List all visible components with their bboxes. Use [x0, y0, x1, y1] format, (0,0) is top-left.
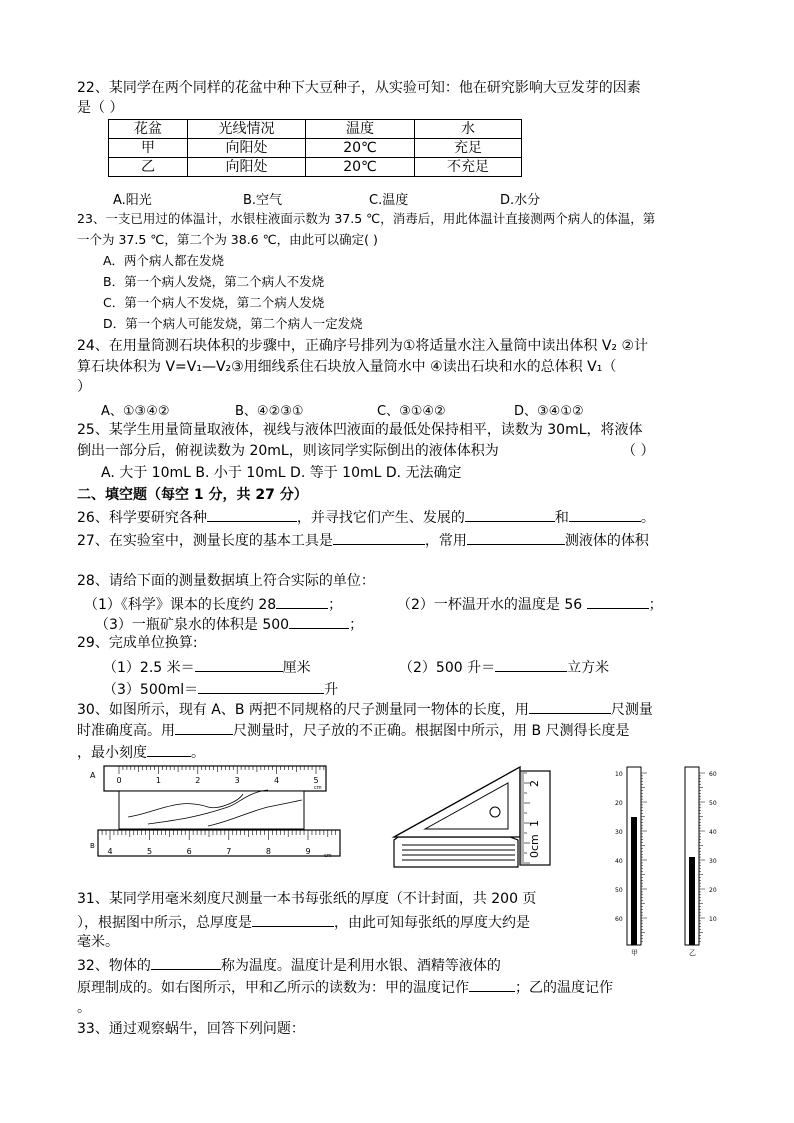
q28-semi: ；: [349, 617, 364, 633]
ruler-b-tick-label: 5: [147, 847, 153, 856]
q30-text: ，最小刻度: [77, 745, 147, 761]
answer-blank[interactable]: [207, 507, 297, 522]
answer-blank[interactable]: [569, 507, 641, 522]
ruler-b-unit: cm: [324, 853, 332, 859]
q23-option-b: B．第一个病人发烧，第二个病人不发烧: [103, 274, 325, 289]
yi-tick: 30: [709, 858, 717, 865]
q32-text: ；乙的温度记作: [515, 980, 613, 996]
q25-paren: （ ）: [622, 443, 655, 459]
q29-item2a: （2）500 升＝: [399, 660, 496, 676]
table-header: 温度: [306, 120, 415, 139]
answer-blank[interactable]: [465, 507, 555, 522]
q29-item1a: （1）2.5 米＝: [103, 660, 195, 676]
q28-row2: [95, 614, 363, 634]
q31-text: ），根据图中所示，总厚度是: [77, 915, 252, 931]
q22-line2: 是（ ）: [77, 100, 124, 116]
q28-item3: （3）一瓶矿泉水的体积是 500: [95, 617, 290, 633]
vertical-ruler-tick: 1: [528, 820, 541, 827]
jia-tick: 20: [615, 800, 623, 807]
q26-text-c: 和: [554, 510, 569, 526]
jia-tick: 40: [615, 858, 623, 865]
q28-row1-right: [397, 594, 663, 614]
q32-text: 原理制成的。如右图所示，甲和乙所示的读数为：甲的温度记作: [77, 980, 469, 996]
ruler-b-tick-label: 6: [186, 847, 192, 856]
ruler-a-ticks: [119, 766, 324, 774]
answer-blank[interactable]: [147, 742, 191, 757]
ruler-b-tick-label: 4: [107, 847, 113, 856]
ruler-b: [98, 830, 340, 856]
table-cell: 20℃: [306, 139, 415, 158]
q32-line3: 。: [77, 1000, 91, 1016]
q24-option-d: D、③④①②: [514, 404, 584, 419]
q22-option-d: D.水分: [500, 193, 541, 208]
answer-blank[interactable]: [252, 912, 334, 927]
q30-text: 尺测量: [610, 702, 653, 718]
yi-tick: 50: [709, 800, 717, 807]
q24-option-a: A、①③④②: [101, 404, 170, 419]
ruler-a-unit: cm: [314, 785, 322, 791]
ruler-a-tick-label: 0: [116, 776, 122, 785]
yi-tick: 60: [709, 771, 717, 778]
ruler-b-tick-label: 8: [265, 847, 271, 856]
table-header: 水: [415, 120, 522, 139]
jia-tick: 10: [615, 771, 623, 778]
answer-blank[interactable]: [289, 614, 349, 629]
q29-item2b: 立方米: [567, 660, 610, 676]
vertical-ruler-tick: 0cm: [528, 834, 541, 858]
table-cell: 甲: [109, 139, 188, 158]
table-cell: 20℃: [306, 158, 415, 177]
q23-option-d: D．第一个病人可能发烧，第二个病人一定发烧: [103, 316, 363, 331]
q29-item3b: 升: [324, 682, 339, 698]
q31-line3: 毫米。: [77, 934, 119, 950]
thermometer-jia-label: 甲: [631, 949, 638, 957]
q26-line: [77, 507, 655, 527]
thermometer-yi-label: 乙: [689, 949, 696, 957]
q32-text: 称为温度。温度计是利用水银、酒精等液体的: [220, 958, 501, 974]
yi-tick: 20: [709, 887, 717, 894]
q30-line1: [77, 699, 653, 719]
q26-text-a: 26、科学要研究各种: [77, 510, 207, 526]
q28-semi: ；: [648, 597, 663, 613]
q23-option-a: A．两个病人都在发烧: [103, 253, 225, 268]
yi-tick: 10: [709, 916, 717, 923]
ruler-a-tick-label: 3: [234, 776, 240, 785]
table-cell: 向阳处: [188, 158, 306, 177]
thermometer-jia-column: [631, 817, 637, 945]
q27-line: [77, 530, 649, 550]
q31-line2: [77, 912, 530, 932]
ruler-a-tick-label: 2: [195, 776, 201, 785]
answer-blank[interactable]: [276, 594, 328, 609]
q29-item3a: （3）500ml＝: [103, 682, 199, 698]
q30-text: 。: [191, 745, 205, 761]
thermometer-diagram: [605, 765, 725, 960]
ruler-a-label: A: [90, 771, 96, 780]
q25-options: A. 大于 10mL B. 小于 10mL D. 等于 10mL D. 无法确定: [101, 465, 462, 481]
q28-title: 28、请给下面的测量数据填上符合实际的单位：: [77, 573, 375, 589]
q27-text-b: ，常用: [424, 533, 467, 549]
q22-option-b: B.空气: [243, 193, 283, 208]
table-cell: 充足: [415, 139, 522, 158]
q24-line1: 24、在用量筒测石块体积的步骤中，正确序号排列为①将适量水注入量筒中读出体积 V₂ ②计: [77, 338, 649, 354]
q25-line1: 25、某学生用量筒量取液体，视线与液体凹液面的最低处保持相平，读数为 30mL，将液体: [77, 422, 643, 438]
q28-item2: （2）一杯温开水的温度是 56: [397, 597, 583, 613]
q32-line2: [77, 977, 613, 997]
q30-text: 30、如图所示，现有 A、B 两把不同规格的尺子测量同一物体的长度，用: [77, 702, 529, 718]
ruler-b-ticks: [102, 830, 336, 840]
q30-line3: [77, 742, 205, 762]
q28-row1: [84, 594, 342, 614]
q22-option-a: A.阳光: [113, 193, 152, 208]
table-cell: 向阳处: [188, 139, 306, 158]
answer-blank[interactable]: [529, 699, 611, 714]
q22-table: [108, 119, 522, 177]
q32-line1: [77, 955, 501, 975]
q33-line: 33、通过观察蜗牛，回答下列问题：: [77, 1021, 305, 1037]
q23-line1: 23、一支已用过的体温计，水银柱液面示数为 37.5 ℃，消毒后，用此体温计直接测两个病人的体温，第: [77, 211, 656, 226]
q27-text-a: 27、在实验室中，测量长度的基本工具是: [77, 533, 333, 549]
ruler-a-tick-label: 4: [274, 776, 280, 785]
q29-title: 29、完成单位换算:: [77, 635, 198, 651]
ruler-b-label: B: [90, 842, 95, 850]
ruler-b-tick-label: 7: [226, 847, 232, 856]
q29-row1: [103, 657, 311, 677]
q30-line2: [77, 720, 630, 740]
yi-tick: 40: [709, 829, 717, 836]
ruler-a-tick-label: 5: [313, 776, 319, 785]
measured-object: [119, 791, 304, 829]
q26-text-d: 。: [640, 510, 655, 526]
q24-line2: 算石块体积为 V=V₁—V₂③用细线系住石块放入量筒水中 ④读出石块和水的总体积 V₁（: [77, 359, 617, 375]
q22-option-c: C.温度: [369, 193, 409, 208]
answer-blank[interactable]: [175, 720, 233, 735]
ruler-diagram: [88, 762, 344, 862]
q25-line2: 倒出一部分后，俯视读数为 20mL，则该同学实际倒出的液体体积为: [77, 443, 499, 459]
answer-blank[interactable]: [151, 955, 221, 970]
q24-option-b: B、④②③①: [235, 404, 304, 419]
q30-text: 时准确度高。用: [77, 723, 175, 739]
q31-text: ，由此可知每张纸的厚度大约是: [334, 915, 530, 931]
vertical-ruler-tick: 2: [528, 780, 541, 787]
answer-blank[interactable]: [333, 530, 425, 545]
q29-item1b: 厘米: [282, 660, 311, 676]
ruler-a: [104, 766, 326, 791]
q26-text-b: ，并寻找它们产生、发展的: [296, 510, 465, 526]
table-header: 光线情况: [188, 120, 306, 139]
section-title: 二、填空题（每空 1 分，共 27 分）: [77, 487, 308, 503]
table-header: 花盆: [109, 120, 188, 139]
q27-text-c: 测液体的体积: [564, 533, 649, 549]
table-cell: 不充足: [415, 158, 522, 177]
q30-text: 尺测量时，尺子放的不正确。根据图中所示，用 B 尺测得长度是: [233, 723, 630, 739]
answer-blank[interactable]: [198, 679, 324, 694]
answer-blank[interactable]: [195, 657, 283, 672]
q31-line1: 31、某同学用毫米刻度尺测量一本书每张纸的厚度（不计封面，共 200 页: [77, 891, 537, 907]
table-cell: 乙: [109, 158, 188, 177]
answer-blank[interactable]: [469, 977, 515, 992]
q28-item1: （1）《科学》课本的长度约 28: [84, 597, 277, 613]
q29-row1-right: [399, 657, 609, 677]
q28-semi: ；: [328, 597, 343, 613]
q29-row2: [103, 679, 338, 699]
q32-text: 32、物体的: [77, 958, 151, 974]
q23-line2: 一个为 37.5 ℃，第二个为 38.6 ℃，由此可以确定( ): [77, 232, 378, 247]
jia-tick: 50: [615, 887, 623, 894]
ruler-b-tick-label: 9: [305, 847, 311, 856]
ruler-a-tick-label: 1: [155, 776, 161, 785]
q22-line1: 22、某同学在两个同样的花盆中种下大豆种子，从实验可知：他在研究影响大豆发芽的因素: [77, 80, 641, 96]
jia-tick: 30: [615, 829, 623, 836]
answer-blank[interactable]: [467, 530, 565, 545]
thermometer-yi-column: [689, 857, 695, 945]
jia-tick: 60: [615, 916, 623, 923]
q24-option-c: C、③①④②: [377, 404, 446, 419]
answer-blank[interactable]: [495, 657, 567, 672]
book-thickness-diagram: [390, 765, 555, 870]
answer-blank[interactable]: [587, 594, 649, 609]
q23-option-c: C．第一个病人不发烧，第二个病人发烧: [103, 295, 325, 310]
q24-line3: ）: [77, 379, 91, 395]
